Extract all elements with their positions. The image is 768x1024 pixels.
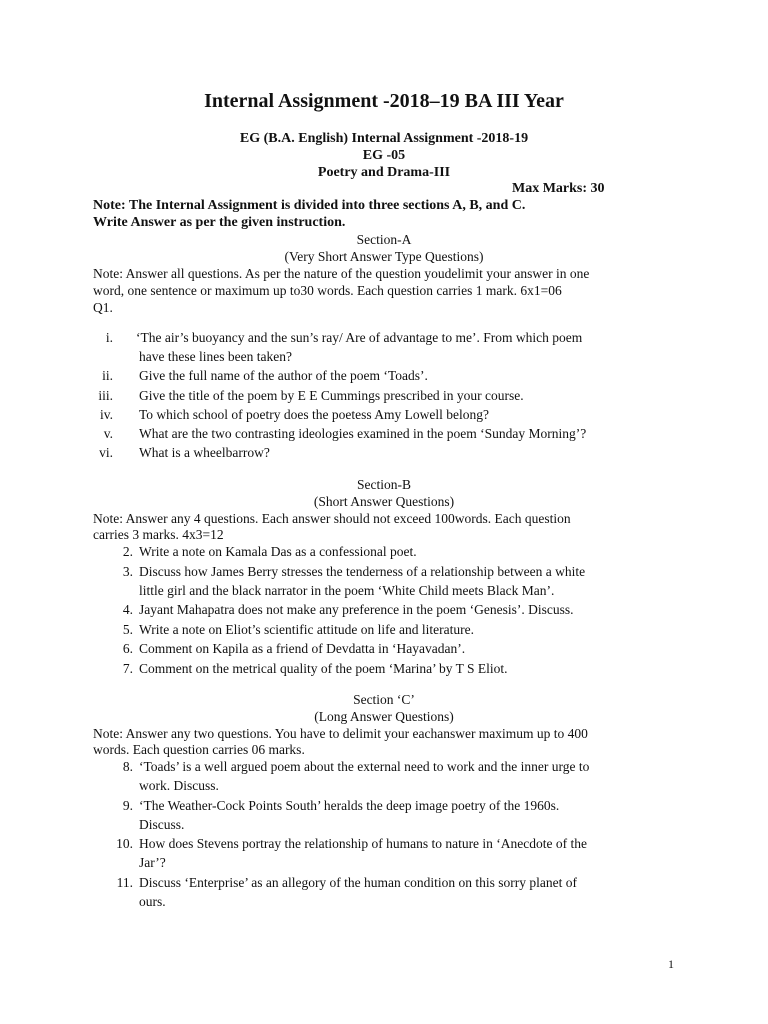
course-code: EG -05 [362, 148, 406, 163]
item-number: i. [105, 330, 113, 345]
item-number: 2. [122, 544, 133, 559]
section-b-note-line1: Note: Answer any 4 questions. Each answer should not exceed 100words. Each question [93, 511, 571, 526]
paper-title: Poetry and Drama-III [317, 165, 451, 180]
section-c-note-line1: Note: Answer any two questions. You have to delimit your eachanswer maximum up to 400 [93, 726, 588, 741]
item-text: Write a note on Eliot’s scientific attitude on life and literature. [139, 622, 474, 637]
section-a-heading: Section-A [356, 232, 412, 247]
section-b-note-line2: carries 3 marks. 4x3=12 [93, 527, 224, 542]
item-text: Discuss. [139, 817, 185, 832]
section-c-heading: Section ‘C’ [353, 692, 415, 707]
item-number: iii. [98, 388, 113, 403]
item-text: Write a note on Kamala Das as a confessional poet. [139, 544, 417, 559]
item-text: Comment on the metrical quality of the poem ‘Marina’ by T S Eliot. [139, 661, 508, 676]
item-text: Give the full name of the author of the poem ‘Toads’. [139, 368, 428, 383]
item-text: little girl and the black narrator in the poem ‘White Child meets Black Man’. [139, 583, 555, 598]
item-text: To which school of poetry does the poetess Amy Lowell belong? [139, 407, 489, 422]
item-text: Comment on Kapila as a friend of Devdatta in ‘Hayavadan’. [139, 641, 466, 656]
section-a-subheading: (Very Short Answer Type Questions) [284, 249, 484, 264]
section-b-subheading: (Short Answer Questions) [313, 494, 455, 509]
item-number: 4. [122, 602, 133, 617]
item-number: 5. [122, 622, 133, 637]
item-text: What are the two contrasting ideologies examined in the poem ‘Sunday Morning’? [139, 426, 587, 441]
item-number: 9. [122, 798, 133, 813]
section-c-note-line2: words. Each question carries 06 marks. [93, 742, 305, 757]
general-note-line2: Write Answer as per the given instruction. [93, 215, 346, 230]
item-text: work. Discuss. [139, 778, 219, 793]
item-text: Give the title of the poem by E E Cummings prescribed in your course. [139, 388, 524, 403]
section-c-subheading: (Long Answer Questions) [314, 709, 454, 724]
item-number: 10. [116, 836, 133, 851]
item-text: Discuss ‘Enterprise’ as an allegory of the human condition on this sorry planet of [139, 875, 578, 890]
item-text: ‘The air’s buoyancy and the sun’s ray/ Are of advantage to me’. From which poem [136, 330, 583, 345]
item-number: v. [103, 426, 113, 441]
item-text: ours. [139, 894, 166, 909]
item-number: vi. [99, 445, 113, 460]
item-number: iv. [100, 407, 113, 422]
item-text: What is a wheelbarrow? [139, 445, 270, 460]
section-a-note-line2: word, one sentence or maximum up to30 words. Each question carries 1 mark. 6x1=06 [93, 283, 562, 298]
course-title: EG (B.A. English) Internal Assignment -2018-19 [239, 131, 529, 146]
section-a-note-line1: Note: Answer all questions. As per the nature of the question youdelimit your answer in one [93, 266, 590, 281]
item-number: 8. [122, 759, 133, 774]
item-text: ‘Toads’ is a well argued poem about the external need to work and the inner urge to [139, 759, 590, 774]
item-number: ii. [102, 368, 113, 383]
item-text: How does Stevens portray the relationship of humans to nature in ‘Anecdote of the [139, 836, 588, 851]
max-marks: Max Marks: 30 [512, 181, 605, 196]
section-b-heading: Section-B [357, 477, 411, 492]
question-label: Q1. [93, 300, 113, 315]
item-number: 11. [116, 875, 133, 890]
page-title: Internal Assignment -2018–19 BA III Year [204, 90, 564, 112]
item-text: ‘The Weather-Cock Points South’ heralds the deep image poetry of the 1960s. [139, 798, 560, 813]
item-number: 3. [122, 564, 133, 579]
page-number: 1 [668, 957, 674, 971]
item-text: Jayant Mahapatra does not make any preference in the poem ‘Genesis’. Discuss. [139, 602, 574, 617]
item-text: Jar’? [139, 855, 166, 870]
general-note-line1: Note: The Internal Assignment is divided into three sections A, B, and C. [93, 198, 526, 213]
item-text: have these lines been taken? [139, 349, 292, 364]
item-text: Discuss how James Berry stresses the tenderness of a relationship between a white [139, 564, 586, 579]
item-number: 6. [122, 641, 133, 656]
item-number: 7. [122, 661, 133, 676]
